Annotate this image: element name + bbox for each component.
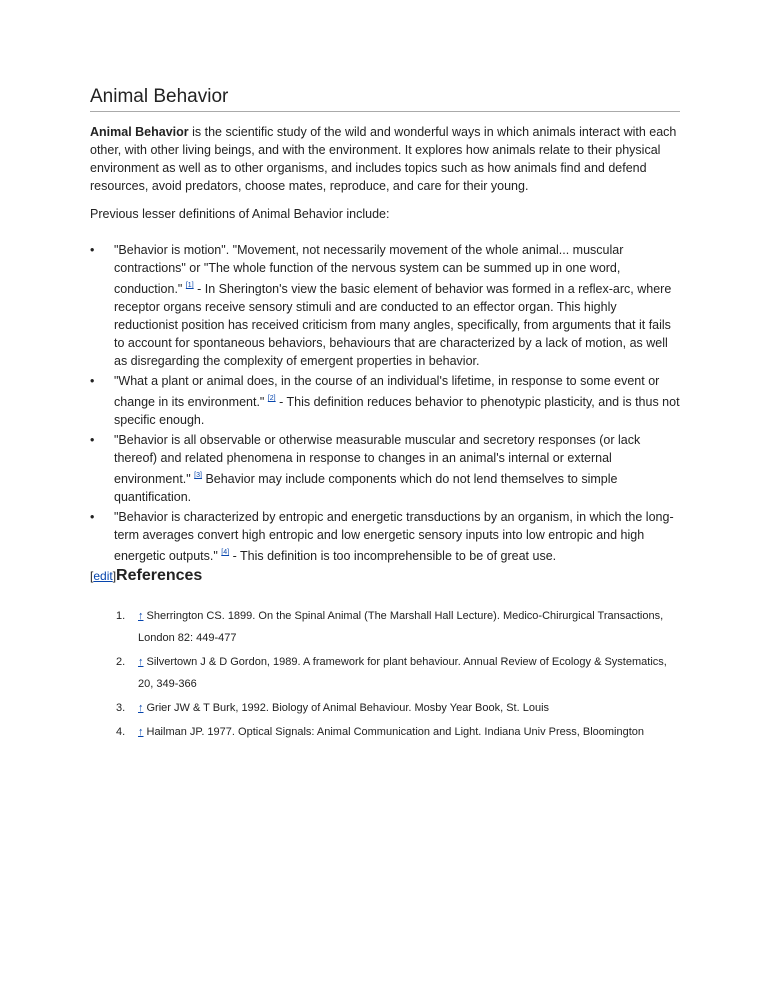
bullet: • — [90, 510, 95, 524]
reference-item — [90, 697, 680, 719]
edit-section: [edit] — [90, 569, 117, 583]
list-item — [90, 431, 680, 506]
definitions-list — [90, 241, 680, 565]
bullet: • — [90, 433, 95, 447]
reference-item — [90, 605, 680, 649]
edit-link[interactable]: edit — [93, 569, 113, 583]
references-heading — [90, 567, 680, 585]
reference-text: Grier JW & T Burk, 1992. Biology of Animal Behaviour. Mosby Year Book, St. Louis — [146, 702, 550, 714]
article — [90, 86, 680, 745]
references-list — [90, 605, 680, 743]
references-title: References — [116, 567, 203, 584]
definition-comment: Behavior may include components which do not lend themselves to simple quantification. — [114, 472, 618, 504]
definition-text: "Behavior is motion". "Movement, not necessarily movement of the whole animal... muscular contractions" or "The whole function of the nervous system can be summed up in one word, conduction." — [114, 243, 624, 296]
page-title: Animal Behavior — [90, 86, 680, 112]
reference-number: 3. — [116, 702, 126, 714]
reference-text: Sherrington CS. 1899. On the Spinal Animal (The Marshall Hall Lecture). Medico-Chirurgical Transactions, London 82: 449-477 — [138, 610, 664, 644]
list-item — [90, 508, 680, 565]
definition-comment: - This definition reduces behavior to phenotypic plasticity, and is thus not specific enough. — [114, 395, 680, 427]
back-arrow-icon[interactable]: ↑ — [138, 702, 144, 714]
back-arrow-icon[interactable]: ↑ — [138, 726, 144, 738]
definition-text: "Behavior is all observable or otherwise measurable muscular and secretory responses (or lack thereof) and related phenomena in response to changes in an animal's internal or external environment." — [114, 433, 641, 486]
citation-link[interactable]: [1] — [185, 282, 194, 289]
reference-text: Silvertown J & D Gordon, 1989. A framework for plant behaviour. Annual Review of Ecology & Systematics, 20, 349-366 — [138, 656, 667, 690]
definition-comment: - This definition is too incomprehensible to be of great use. — [229, 549, 557, 563]
intro-text: is the scientific study of the wild and wonderful ways in which animals interact with each other, with other living beings, and with the environment. It explores how animals relate to their physical environment as well as to other organisms, and includes topics such as how animals find and defend resources, avoid predators, choose mates, reproduce, and care for their young. — [90, 125, 677, 193]
list-item — [90, 241, 680, 370]
back-arrow-icon[interactable]: ↑ — [138, 656, 144, 668]
bullet: • — [90, 374, 95, 388]
citation-link[interactable]: [2] — [267, 395, 276, 402]
reference-text: Hailman JP. 1977. Optical Signals: Animal Communication and Light. Indiana Univ Press, Bloomington — [146, 726, 645, 738]
back-arrow-icon[interactable]: ↑ — [138, 610, 144, 622]
reference-number: 1. — [116, 610, 126, 622]
bullet: • — [90, 243, 95, 257]
reference-item — [90, 651, 680, 695]
intro-term: Animal Behavior — [90, 125, 189, 139]
reference-item — [90, 721, 680, 743]
definition-comment: - In Sherington's view the basic element of behavior was formed in a reflex-arc, where receptor organs receive sensory stimuli and are conducted to an effector organ. This highly reductionist position has received criticism from many angles, specifically, from arguments that it fails to account for spontaneous behaviors, behaviours that are characterized by a lack of motion, as well as disregarding the complexity of emergent properties in behavior. — [114, 282, 672, 368]
intro-paragraph — [90, 123, 680, 195]
previous-definitions-intro: Previous lesser definitions of Animal Behavior include: — [90, 207, 390, 221]
reference-number: 2. — [116, 656, 126, 668]
citation-link[interactable]: [4] — [221, 549, 230, 556]
definition-text: "What a plant or animal does, in the course of an individual's lifetime, in response to some event or change in its environment." — [114, 374, 660, 409]
citation-link[interactable]: [3] — [194, 472, 202, 479]
list-item — [90, 372, 680, 429]
definition-text: "Behavior is characterized by entropic and energetic transductions by an organism, in which the long-term averages convert high entropic and low energetic sensory inputs into low entropic and high energetic outputs." — [114, 510, 674, 563]
reference-number: 4. — [116, 726, 126, 738]
